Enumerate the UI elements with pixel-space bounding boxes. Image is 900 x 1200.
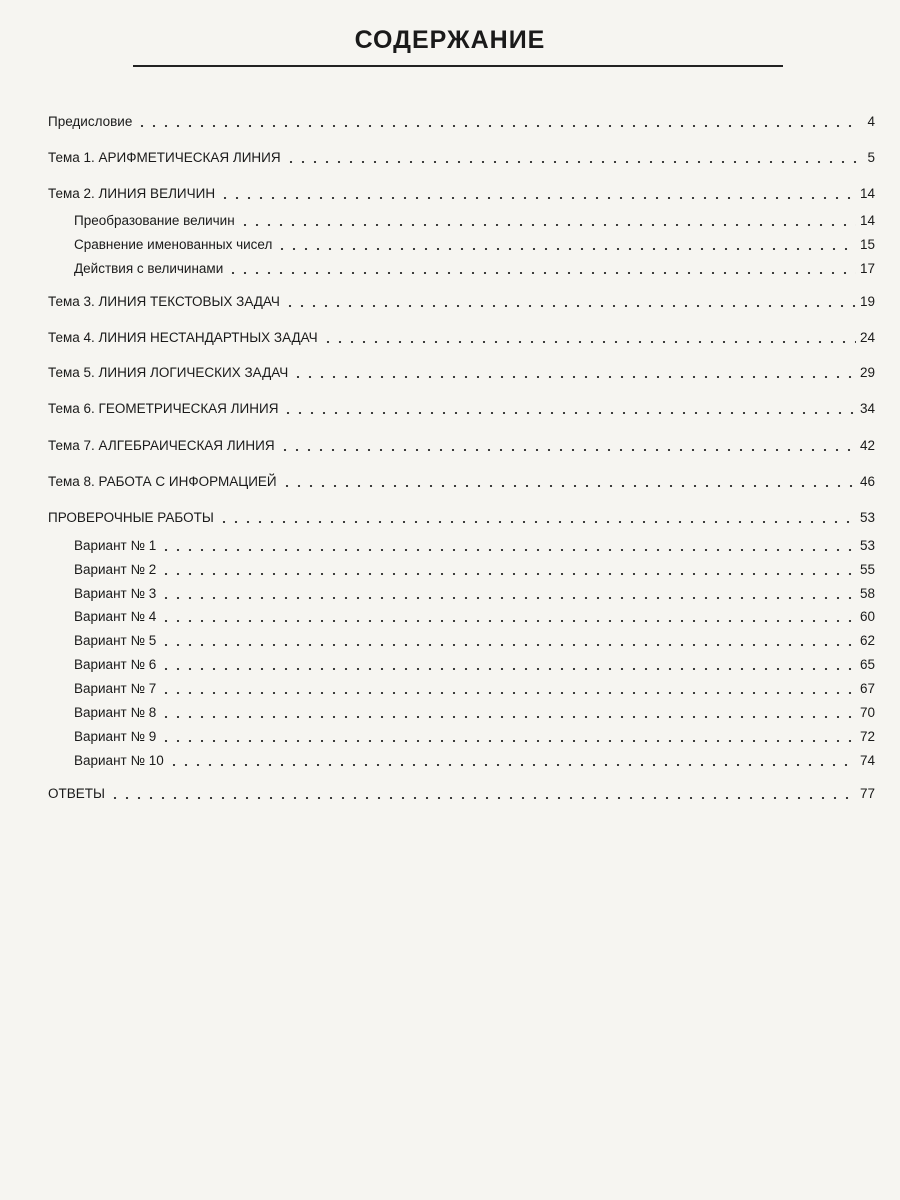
toc-entry[interactable] — [48, 400, 875, 418]
toc-entry-page: 17 — [859, 261, 875, 276]
toc-subentry[interactable] — [74, 260, 875, 278]
leader-dots — [239, 224, 856, 226]
leader-dots — [285, 161, 857, 163]
leader-dots — [282, 412, 856, 414]
leader-dots — [168, 764, 856, 766]
toc-entry-label: ОТВЕТЫ — [48, 786, 105, 801]
leader-dots — [136, 125, 857, 127]
toc-entry-label: Вариант № 9 — [74, 729, 157, 744]
toc-entry[interactable] — [48, 329, 875, 347]
leader-dots — [160, 668, 856, 670]
toc-entry[interactable] — [48, 293, 875, 311]
toc-subentry[interactable] — [74, 561, 875, 579]
toc-subentry[interactable] — [74, 537, 875, 555]
leader-dots — [276, 248, 856, 250]
toc-entry[interactable] — [48, 364, 875, 382]
toc-entry-label: Тема 3. ЛИНИЯ ТЕКСТОВЫХ ЗАДАЧ — [48, 294, 280, 309]
toc-entry-page: 53 — [859, 538, 875, 553]
toc-entry-label: Тема 5. ЛИНИЯ ЛОГИЧЕСКИХ ЗАДАЧ — [48, 365, 289, 380]
toc-subentry[interactable] — [74, 680, 875, 698]
leader-dots — [160, 620, 856, 622]
toc-entry-page: 14 — [859, 213, 875, 228]
toc-entry-page: 67 — [859, 681, 875, 696]
leader-dots — [160, 549, 856, 551]
toc-entry-page: 58 — [859, 586, 875, 601]
leader-dots — [281, 485, 856, 487]
toc-entry[interactable] — [48, 113, 875, 131]
toc-entry-page: 14 — [859, 186, 875, 201]
toc-subentry[interactable] — [74, 752, 875, 770]
toc-subentry[interactable] — [74, 632, 875, 650]
toc-entry-label: Предисловие — [48, 114, 133, 129]
leader-dots — [160, 716, 856, 718]
toc-entry-label: Тема 6. ГЕОМЕТРИЧЕСКАЯ ЛИНИЯ — [48, 401, 279, 416]
toc-entry-page: 34 — [859, 401, 875, 416]
leader-dots — [279, 449, 856, 451]
toc-entry-page: 60 — [859, 609, 875, 624]
toc-entry[interactable] — [48, 509, 875, 527]
toc-entry-label: Тема 1. АРИФМЕТИЧЕСКАЯ ЛИНИЯ — [48, 150, 281, 165]
toc-entry-page: 24 — [859, 330, 875, 345]
toc-entry-label: Тема 2. ЛИНИЯ ВЕЛИЧИН — [48, 186, 216, 201]
toc-entry-label: Вариант № 3 — [74, 586, 157, 601]
toc-subentry[interactable] — [74, 236, 875, 254]
toc-entry-label: Действия с величинами — [74, 261, 224, 276]
toc-entry-label: Тема 4. ЛИНИЯ НЕСТАНДАРТНЫХ ЗАДАЧ — [48, 330, 318, 345]
toc-entry-page: 5 — [867, 150, 875, 165]
toc-entry-label: Вариант № 4 — [74, 609, 157, 624]
toc-entry-page: 4 — [867, 114, 875, 129]
leader-dots — [109, 797, 856, 799]
toc-entry[interactable] — [48, 149, 875, 167]
toc-entry-page: 77 — [859, 786, 875, 801]
toc-entry-page: 65 — [859, 657, 875, 672]
toc-entry-page: 70 — [859, 705, 875, 720]
leader-dots — [284, 305, 856, 307]
toc-entry-label: Вариант № 1 — [74, 538, 157, 553]
toc-entry-label: Тема 8. РАБОТА С ИНФОРМАЦИЕЙ — [48, 474, 277, 489]
toc-subentry[interactable] — [74, 585, 875, 603]
toc-subentry[interactable] — [74, 704, 875, 722]
toc-entry-page: 55 — [859, 562, 875, 577]
toc-entry-page: 19 — [859, 294, 875, 309]
toc-entry-label: Вариант № 2 — [74, 562, 157, 577]
toc-entry-label: Вариант № 6 — [74, 657, 157, 672]
toc-entry-page: 62 — [859, 633, 875, 648]
toc-entry-label: Вариант № 5 — [74, 633, 157, 648]
toc-entry-label: Преобразование величин — [74, 213, 235, 228]
toc-entry-page: 42 — [859, 438, 875, 453]
toc-entry-label: ПРОВЕРОЧНЫЕ РАБОТЫ — [48, 510, 214, 525]
toc-entry[interactable] — [48, 785, 875, 803]
toc-entry-label: Вариант № 7 — [74, 681, 157, 696]
toc-subentry[interactable] — [74, 608, 875, 626]
toc-entry-label: Вариант № 8 — [74, 705, 157, 720]
toc-entry-page: 46 — [859, 474, 875, 489]
leader-dots — [160, 644, 856, 646]
toc-subentry[interactable] — [74, 212, 875, 230]
toc-entry-page: 72 — [859, 729, 875, 744]
leader-dots — [218, 521, 856, 523]
toc-entry-page: 74 — [859, 753, 875, 768]
toc-entry-page: 15 — [859, 237, 875, 252]
toc-entry[interactable] — [48, 185, 875, 203]
leader-dots — [160, 597, 856, 599]
leader-dots — [227, 272, 856, 274]
toc-subentry[interactable] — [74, 656, 875, 674]
page-title: СОДЕРЖАНИЕ — [354, 26, 546, 54]
toc-entry[interactable] — [48, 437, 875, 455]
leader-dots — [160, 573, 856, 575]
toc-entry-label: Вариант № 10 — [74, 753, 164, 768]
toc-subentry[interactable] — [74, 728, 875, 746]
leader-dots — [219, 197, 856, 199]
toc-entry-label: Сравнение именованных чисел — [74, 237, 273, 252]
toc-entry-page: 29 — [859, 365, 875, 380]
toc-entry-page: 53 — [859, 510, 875, 525]
leader-dots — [292, 376, 856, 378]
toc-entry-label: Тема 7. АЛГЕБРАИЧЕСКАЯ ЛИНИЯ — [48, 438, 275, 453]
leader-dots — [160, 740, 856, 742]
leader-dots — [322, 341, 856, 343]
toc-entry[interactable] — [48, 473, 875, 491]
leader-dots — [160, 692, 856, 694]
